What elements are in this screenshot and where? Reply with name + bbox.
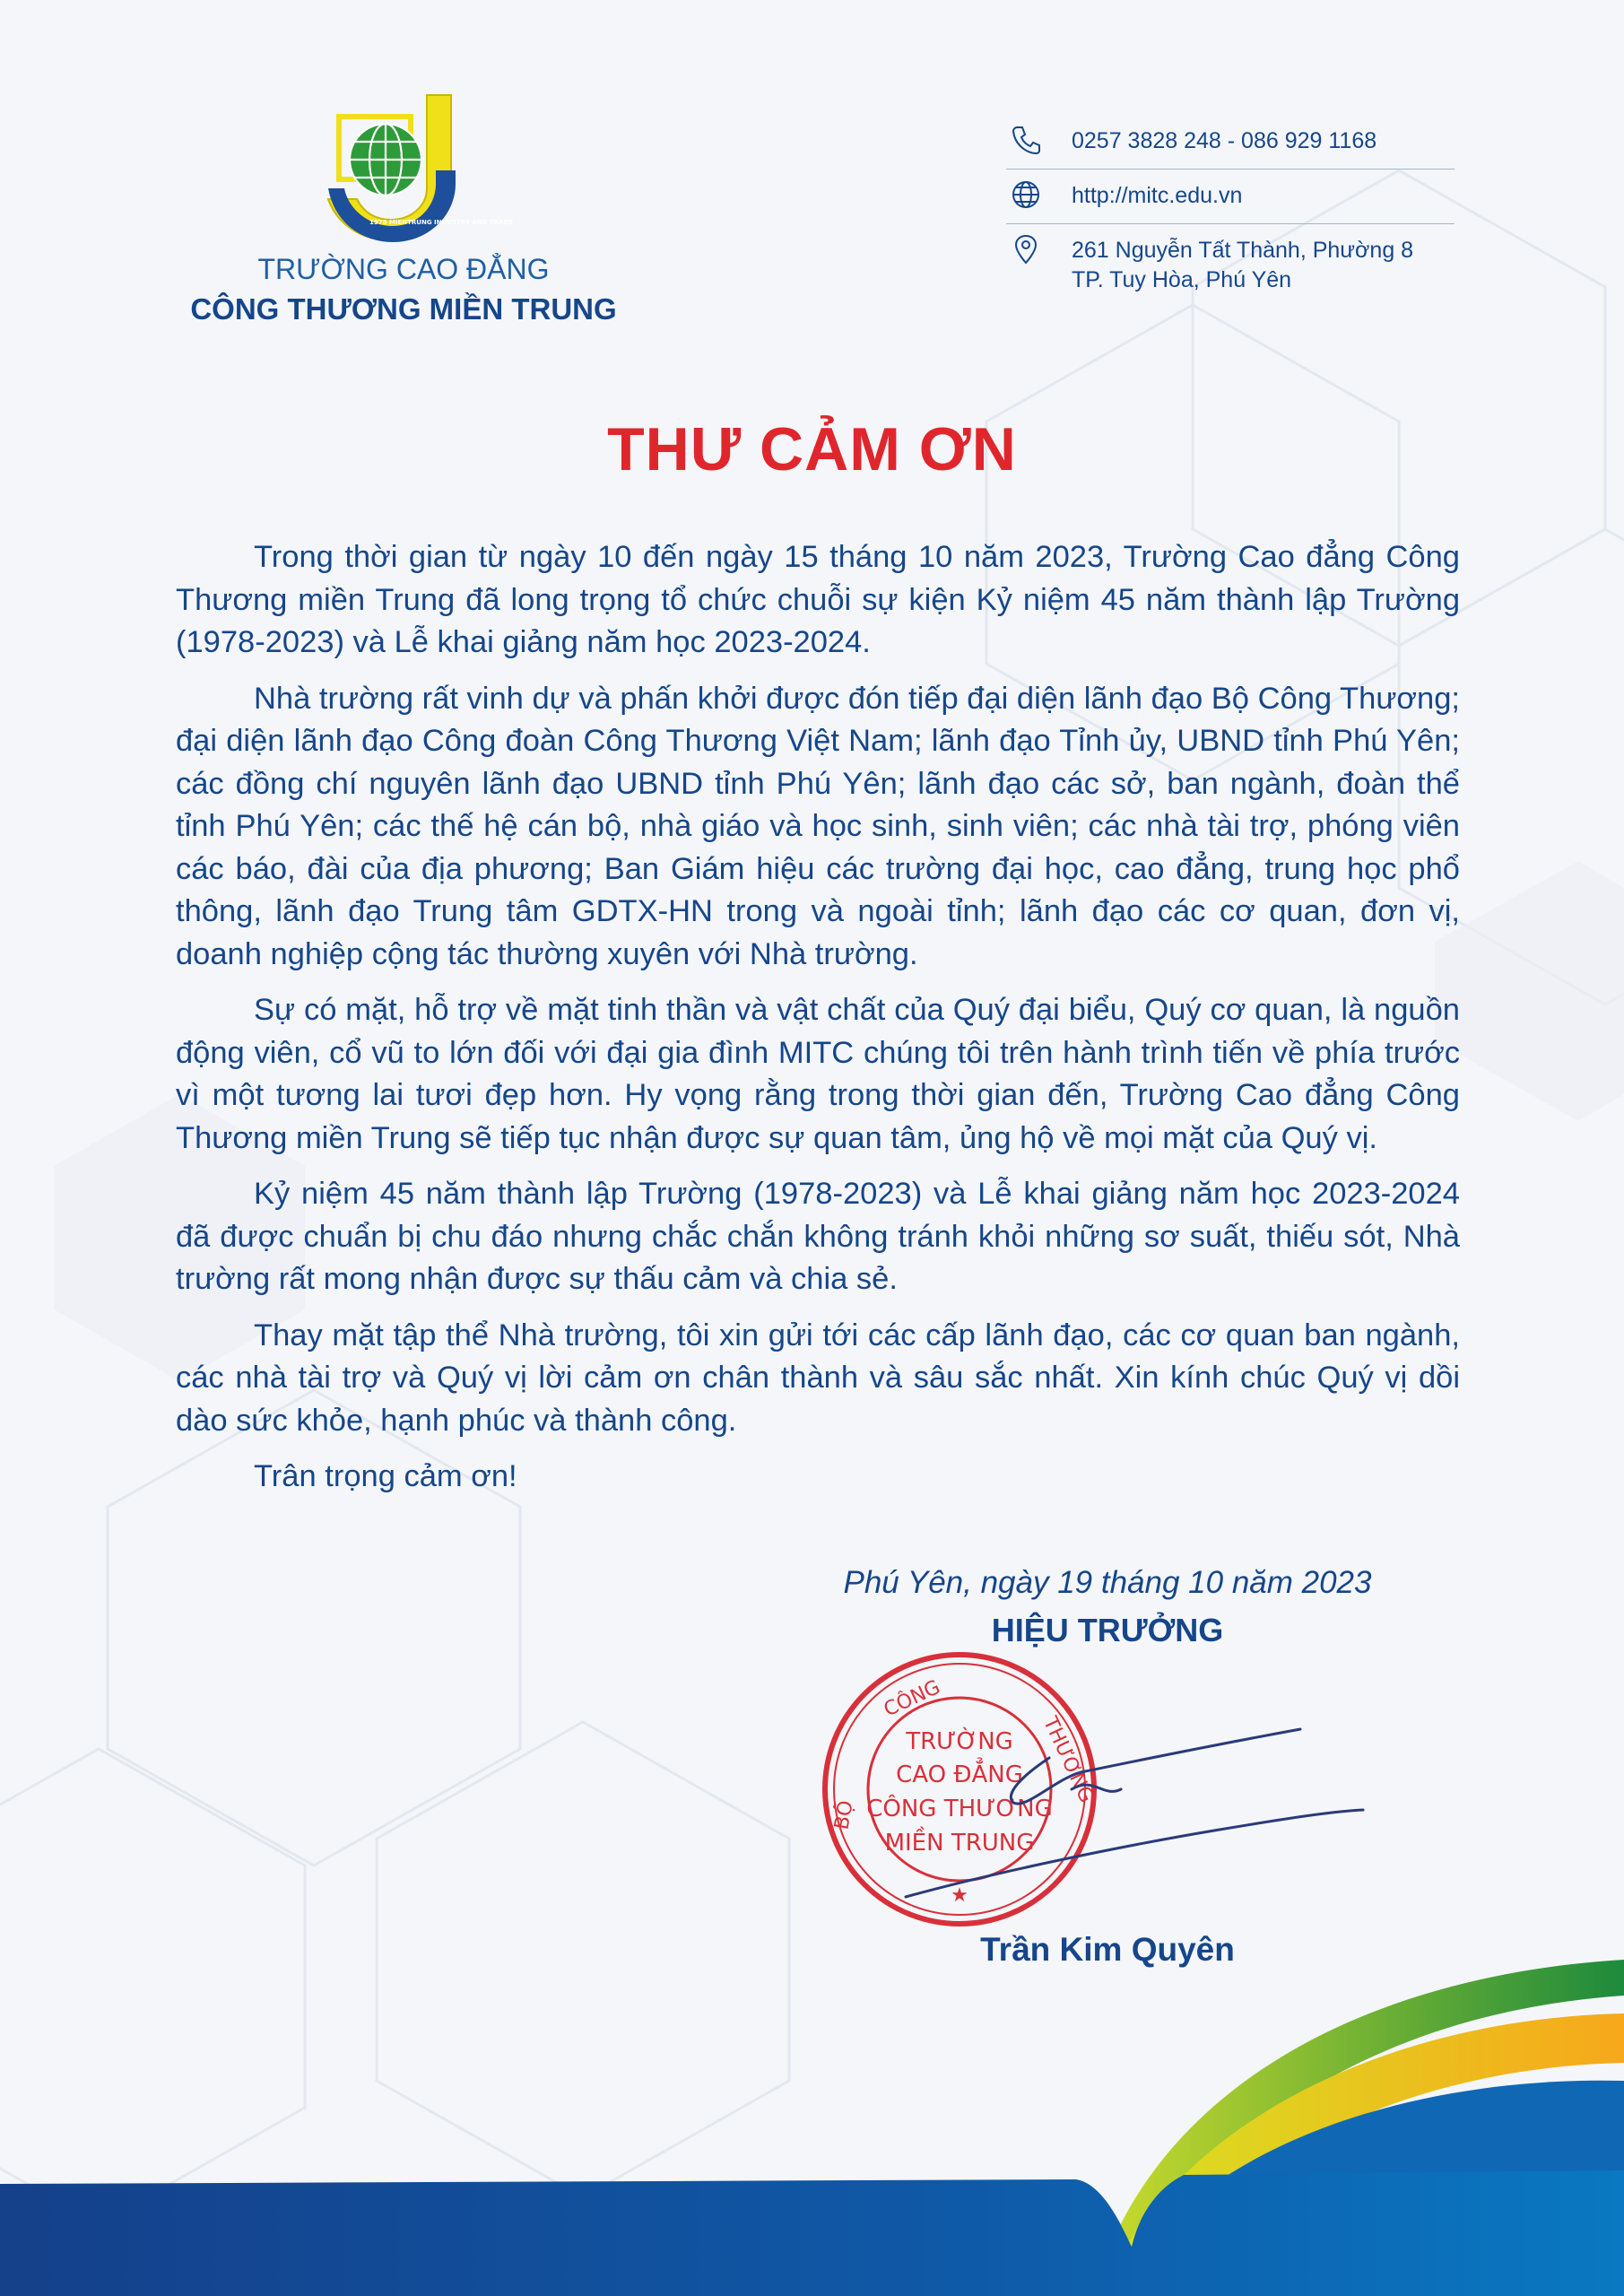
contact-address — [1072, 236, 1413, 295]
letter-paragraph: Thay mặt tập thể Nhà trường, tôi xin gửi tới các cấp lãnh đạo, các cơ quan ban ngành, các nhà tài trợ và Quý vị lời cảm ơn chân thành và sâu sắc nhất. Xin kính chúc Quý vị dồi dào sức khỏe, hạnh phúc và thành công. — [176, 1318, 1460, 1438]
stamp-outer-top: CÔNG — [880, 1675, 944, 1722]
letter-paragraph: Trong thời gian từ ngày 10 đến ngày 15 tháng 10 năm 2023, Trường Cao đẳng Công Thương miền Trung đã long trọng tổ chức chuỗi sự kiện Kỷ niệm 45 năm thành lập Trường (1978-2023) và Lễ khai giảng năm học 2023-2024. — [176, 540, 1460, 659]
contact-address-line2: TP. Tuy Hòa, Phú Yên — [1072, 267, 1292, 292]
letter-title: THƯ CẢM ƠN — [607, 415, 1017, 483]
contact-phone: 0257 3828 248 - 086 929 1168 — [1072, 128, 1377, 153]
stamp-star-icon: ★ — [951, 1884, 968, 1907]
school-name-line2: CÔNG THƯƠNG MIỀN TRUNG — [190, 292, 617, 326]
letter-body — [176, 536, 1460, 1512]
school-name-line1: TRƯỜNG CAO ĐẲNG — [257, 253, 550, 285]
logo-emblem-text: 1978 MIENTRUNG INDUSTRY AND TRADE — [369, 219, 514, 226]
stamp-line2: CAO ĐẲNG — [896, 1761, 1023, 1788]
school-logo-block — [179, 90, 646, 341]
letter-closing: Trân trọng cảm ơn! — [254, 1459, 517, 1493]
stamp-outer-right: THƯƠNG — [1038, 1713, 1098, 1806]
contact-website[interactable]: http://mitc.edu.vn — [1072, 183, 1243, 208]
globe-icon — [1010, 178, 1042, 211]
letter-paragraph: Kỷ niệm 45 năm thành lập Trường (1978-2023) và Lễ khai giảng năm học 2023-2024 đã được chuẩn bị chu đáo nhưng chắc chắn không tránh khỏi những sơ suất, thiếu sót, Nhà trường rất mong nhận được sự thấu cảm và chia sẻ. — [176, 1177, 1460, 1296]
contact-address-row — [1006, 224, 1455, 305]
location-pin-icon — [1010, 233, 1042, 265]
contact-info — [1006, 115, 1455, 305]
signature-role: HIỆU TRƯỞNG — [991, 1612, 1224, 1648]
phone-icon — [1010, 124, 1042, 156]
signatory-name: Trần Kim Quyên — [980, 1931, 1235, 1968]
handwritten-signature — [879, 1704, 1381, 1919]
contact-website-row — [1006, 170, 1455, 224]
stamp-line4: MIỀN TRUNG — [884, 1830, 1035, 1857]
signature-date-line: Phú Yên, ngày 19 tháng 10 năm 2023 — [843, 1565, 1372, 1600]
letter-paragraph: Sự có mặt, hỗ trợ về mặt tinh thần và vật chất của Quý đại biểu, Quý cơ quan, là nguồn động viên, cổ vũ to lớn đối với đại gia đình MITC chúng tôi trên hành trình tiến về phía trước vì một tương lai tươi đẹp hơn. Hy vọng rằng trong thời gian đến, Trường Cao đẳng Công Thương miền Trung sẽ tiếp tục nhận được sự quan tâm, ủng hộ về mọi mặt của Quý vị. — [176, 993, 1460, 1155]
letter-paragraph: Nhà trường rất vinh dự và phấn khởi được đón tiếp đại diện lãnh đạo Bộ Công Thương; đại diện lãnh đạo Công đoàn Công Thương Việt Nam; lãnh đạo Tỉnh ủy, UBND tỉnh Phú Yên; các đồng chí nguyên lãnh đạo UBND tỉnh Phú Yên; lãnh đạo các sở, ban ngành, đoàn thể tỉnh Phú Yên; các thế hệ cán bộ, nhà giáo và học sinh, sinh viên; các nhà tài trợ, phóng viên các báo, đài của địa phương; Ban Giám hiệu các trường đại học, cao đẳng, trung học phổ thông, lãnh đạo Trung tâm GDTX-HN trong và ngoài tỉnh; lãnh đạo các cơ quan, đơn vị, doanh nghiệp cộng tác thường xuyên với Nhà trường. — [176, 681, 1460, 971]
stamp-line3: CÔNG THƯƠNG — [866, 1796, 1053, 1822]
school-logo — [321, 90, 514, 242]
stamp-outer-left: BỘ — [830, 1798, 858, 1832]
contact-phone-row — [1006, 115, 1455, 170]
contact-address-line1: 261 Nguyễn Tất Thành, Phường 8 — [1072, 238, 1414, 263]
stamp-line1: TRƯỜNG — [906, 1728, 1013, 1755]
